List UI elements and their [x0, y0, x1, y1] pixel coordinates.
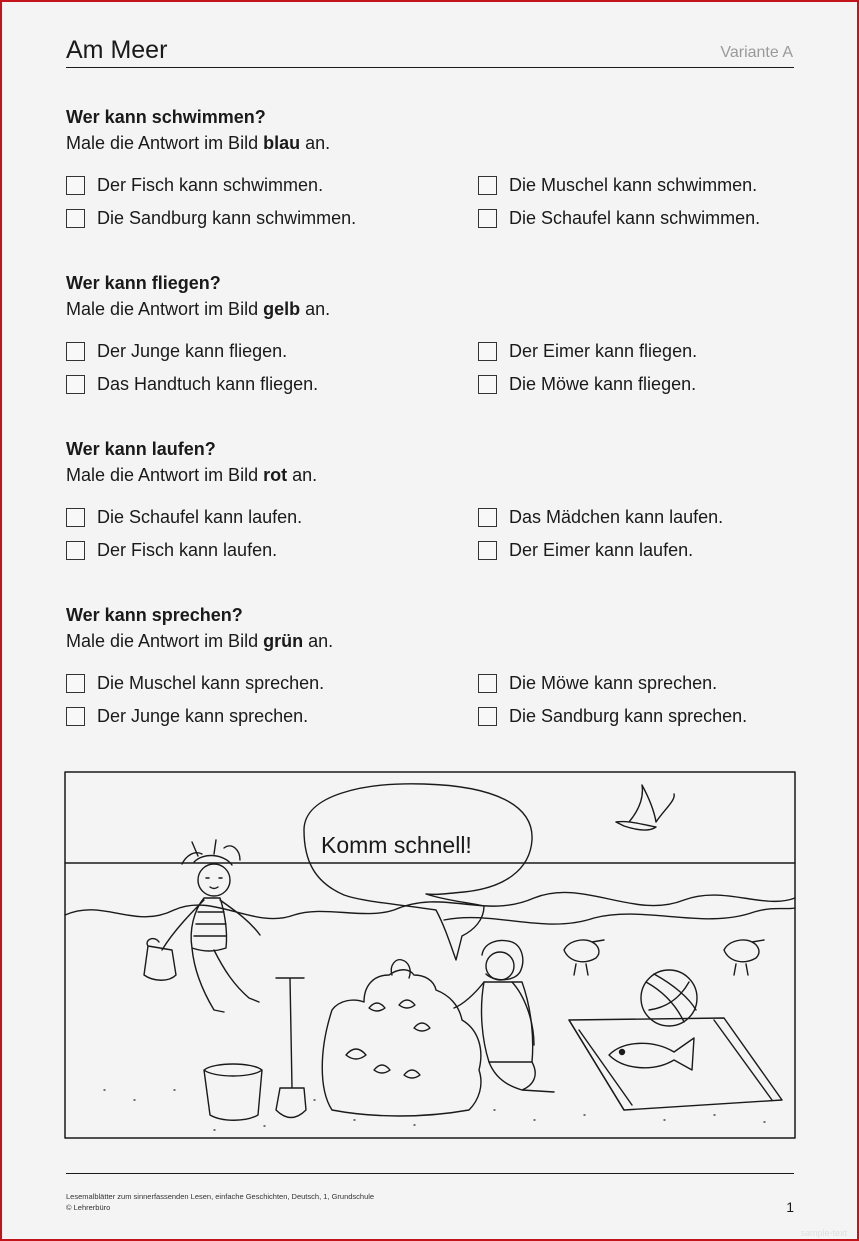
option-label: Der Junge kann fliegen. — [97, 341, 288, 361]
header-divider — [66, 67, 794, 68]
answer-option[interactable] — [478, 705, 747, 727]
checkbox[interactable] — [478, 707, 497, 726]
shovel — [276, 978, 306, 1118]
option-label: Die Muschel kann sprechen. — [97, 673, 325, 693]
answer-option[interactable] — [478, 207, 760, 229]
checkbox[interactable] — [66, 176, 85, 195]
answer-option[interactable] — [66, 340, 287, 362]
page-number: 1 — [786, 1199, 794, 1215]
answer-option[interactable] — [66, 705, 308, 727]
option-label: Der Eimer kann fliegen. — [509, 341, 698, 361]
option-label: Die Muschel kann schwimmen. — [509, 175, 758, 195]
option-label: Die Schaufel kann laufen. — [97, 507, 303, 527]
answer-option[interactable] — [66, 174, 323, 196]
page-title: Am Meer — [66, 36, 168, 64]
speech-bubble-text: Komm schnell! — [321, 832, 472, 858]
sea-wave — [444, 908, 795, 924]
instruction-color: gelb — [263, 299, 301, 319]
option-label: Die Schaufel kann schwimmen. — [509, 208, 761, 228]
option-label: Die Möwe kann sprechen. — [509, 673, 718, 693]
castle-tower — [391, 960, 410, 978]
answer-option[interactable] — [478, 340, 697, 362]
checkbox[interactable] — [66, 508, 85, 527]
checkbox[interactable] — [478, 508, 497, 527]
checkbox[interactable] — [66, 209, 85, 228]
boy — [454, 941, 554, 1092]
option-label: Das Mädchen kann laufen. — [509, 507, 724, 527]
answer-option[interactable] — [478, 174, 757, 196]
instruction-color: blau — [263, 133, 301, 153]
option-label: Der Fisch kann laufen. — [97, 540, 278, 560]
question-instruction: Male die Antwort im Bild grün an. — [66, 631, 334, 651]
instruction-color: grün — [263, 631, 304, 651]
answer-option[interactable] — [66, 373, 318, 395]
footer-source: Lesemalblätter zum sinnerfassenden Lesen, einfache Geschichten, Deutsch, 1, Grundschule — [66, 1192, 375, 1201]
checkbox[interactable] — [478, 541, 497, 560]
sandcastle — [322, 970, 481, 1116]
option-label: Die Sandburg kann schwimmen. — [97, 208, 357, 228]
shell — [374, 1065, 390, 1073]
towel — [569, 1018, 782, 1110]
option-label: Die Sandburg kann sprechen. — [509, 706, 748, 726]
instruction-color: rot — [263, 465, 288, 485]
footer-copyright: © Lehrerbüro — [66, 1203, 111, 1212]
girl — [144, 840, 260, 1012]
seagull-standing — [564, 940, 604, 975]
beach-ball — [641, 970, 697, 1026]
answer-option[interactable] — [478, 373, 696, 395]
checkbox[interactable] — [66, 707, 85, 726]
question-section-fly — [66, 271, 806, 394]
question-title: Wer kann sprechen? — [66, 605, 243, 625]
question-title: Wer kann fliegen? — [66, 273, 221, 293]
checkbox[interactable] — [478, 375, 497, 394]
shell — [404, 1070, 420, 1078]
shell — [414, 1023, 430, 1031]
checkbox[interactable] — [478, 209, 497, 228]
checkbox[interactable] — [66, 541, 85, 560]
checkbox[interactable] — [478, 342, 497, 361]
question-instruction: Male die Antwort im Bild gelb an. — [66, 299, 331, 319]
speech-bubble — [304, 784, 532, 960]
question-instruction: Male die Antwort im Bild rot an. — [66, 465, 318, 485]
answer-option[interactable] — [66, 672, 324, 694]
shell — [346, 1049, 366, 1059]
question-section-swim — [66, 105, 806, 228]
seagull-flying — [616, 785, 674, 830]
illustration-frame — [65, 772, 795, 1138]
answer-option[interactable] — [66, 207, 356, 229]
variant-label: Variante A — [720, 44, 793, 61]
question-section-walk — [66, 437, 806, 560]
answer-option[interactable] — [478, 506, 723, 528]
question-title: Wer kann laufen? — [66, 439, 216, 459]
answer-option[interactable] — [66, 506, 302, 528]
watermark: sample-text — [800, 1228, 847, 1238]
shell — [399, 1000, 415, 1008]
footer-divider — [66, 1173, 794, 1174]
option-label: Der Eimer kann laufen. — [509, 540, 694, 560]
checkbox[interactable] — [478, 176, 497, 195]
option-label: Der Junge kann sprechen. — [97, 706, 309, 726]
checkbox[interactable] — [66, 342, 85, 361]
question-title: Wer kann schwimmen? — [66, 107, 266, 127]
question-instruction: Male die Antwort im Bild blau an. — [66, 133, 331, 153]
sand-dots — [104, 1090, 765, 1130]
option-label: Die Möwe kann fliegen. — [509, 374, 697, 394]
bucket — [204, 1064, 262, 1120]
option-label: Das Handtuch kann fliegen. — [97, 374, 319, 394]
checkbox[interactable] — [66, 375, 85, 394]
question-section-speak — [66, 603, 806, 726]
answer-option[interactable] — [478, 539, 693, 561]
beach-illustration[interactable] — [64, 770, 797, 1140]
option-label: Der Fisch kann schwimmen. — [97, 175, 324, 195]
checkbox[interactable] — [478, 674, 497, 693]
answer-option[interactable] — [66, 539, 277, 561]
sea-wave — [65, 892, 795, 918]
shell — [369, 1003, 385, 1011]
answer-option[interactable] — [478, 672, 717, 694]
checkbox[interactable] — [66, 674, 85, 693]
seagull-standing — [724, 940, 764, 975]
